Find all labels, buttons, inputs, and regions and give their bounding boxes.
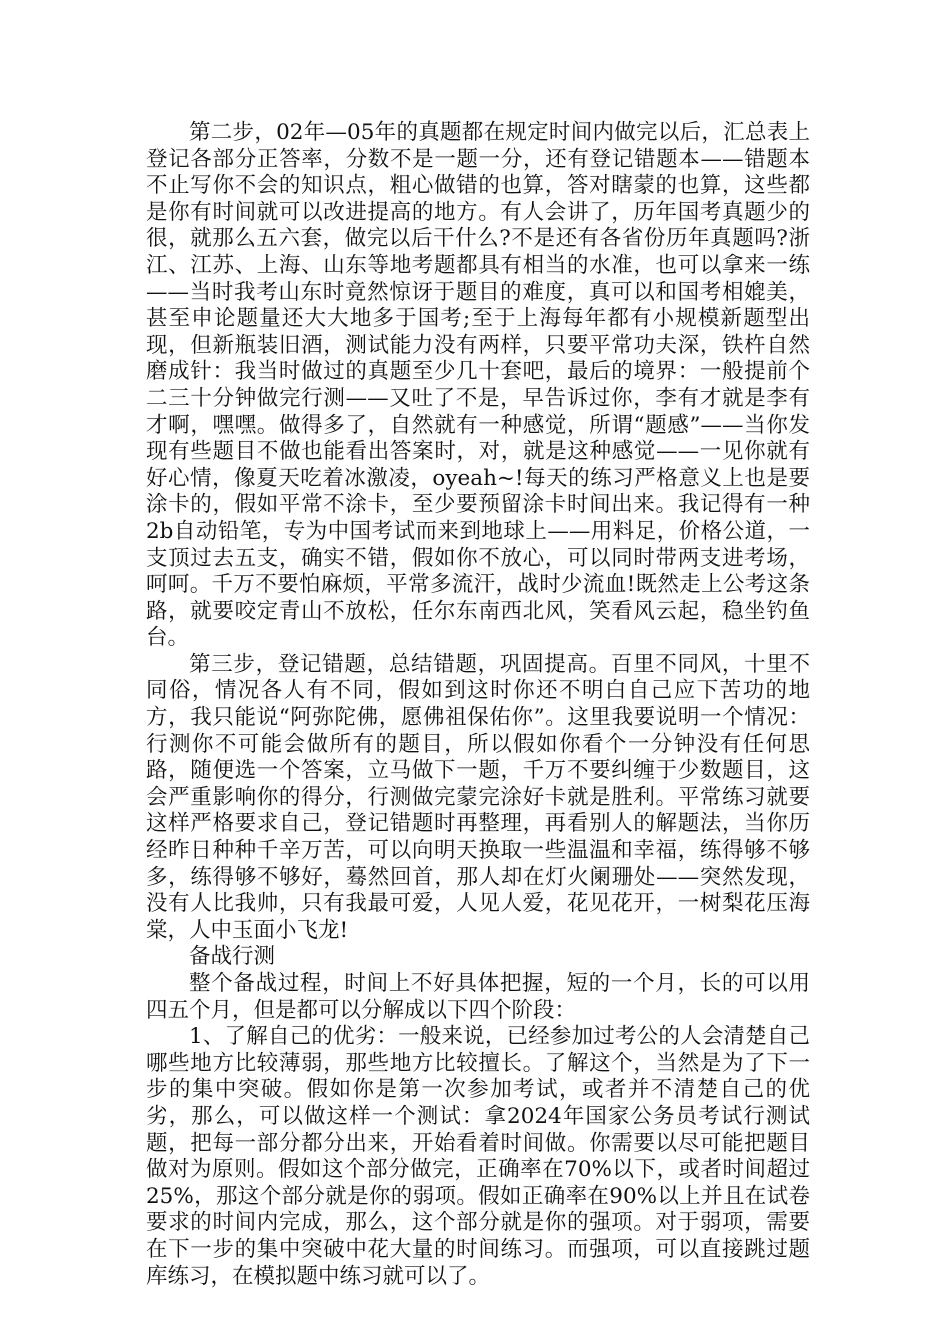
document-body: [146, 120, 810, 1290]
paragraph-stage-one: 1、了解自己的优劣：一般来说，已经参加过考公的人会清楚自己哪些地方比较薄弱，那些地方比较擅长。了解这个，当然是为了下一步的集中突破。假如你是第一次参加考试，或者并不清楚自己的优劣，那么，可以做这样一个测试：拿2024年国家公务员考试行测试题，把每一部分都分出来，开始看着时间做。你需要以尽可能把题目做对为原则。假如这个部分做完，正确率在70%以下，或者时间超过25%，那这个部分就是你的弱项。假如正确率在90%以上并且在试卷要求的时间内完成，那么，这个部分就是你的强项。对于弱项，需要在下一步的集中突破中花大量的时间练习。而强项，可以直接跳过题库练习，在模拟题中练习就可以了。: [146, 1024, 810, 1289]
paragraph-step-two: 第二步，02年—05年的真题都在规定时间内做完以后，汇总表上登记各部分正答率，分数不是一题一分，还有登记错题本——错题本不止写你不会的知识点，粗心做错的也算，答对瞎蒙的也算，这些都是你有时间就可以改进提高的地方。有人会讲了，历年国考真题少的很，就那么五六套，做完以后干什么?不是还有各省份历年真题吗?浙江、江苏、上海、山东等地考题都具有相当的水准，也可以拿来一练——当时我考山东时竟然惊讶于题目的难度，真可以和国考相媲美，甚至申论题量还大大地多于国考;至于上海每年都有小规模新题型出现，但新瓶装旧酒，测试能力没有两样，只要平常功夫深，铁杵自然磨成针：我当时做过的真题至少几十套吧，最后的境界：一般提前个二三十分钟做完行测——又吐了不是，早告诉过你，李有才就是李有才啊，嘿嘿。做得多了，自然就有一种感觉，所谓“题感”——当你发现有些题目不做也能看出答案时，对，就是这种感觉——一见你就有好心情，像夏天吃着冰激凌，oyeah~!每天的练习严格意义上也是要涂卡的，假如平常不涂卡，至少要预留涂卡时间出来。我记得有一种2b自动铅笔，专为中国考试而来到地球上——用料足，价格公道，一支顶过去五支，确实不错，假如你不放心，可以同时带两支进考场，呵呵。千万不要怕麻烦，平常多流汗，战时少流血!既然走上公考这条路，就要咬定青山不放松，任尔东南西北风，笑看风云起，稳坐钓鱼台。: [146, 120, 810, 651]
section-heading: 备战行测: [189, 944, 276, 970]
paragraph-overview: 整个备战过程，时间上不好具体把握，短的一个月，长的可以用四五个月，但是都可以分解成以下四个阶段：: [146, 971, 810, 1023]
paragraph-step-three: 第三步，登记错题，总结错题，巩固提高。百里不同风，十里不同俗，情况各人有不同，假如到这时你还不明白自己应下苦功的地方，我只能说“阿弥陀佛，愿佛祖保佑你”。这里我要说明一个情况：行测你不可能会做所有的题目，所以假如你看个一分钟没有任何思路，随便选一个答案，立马做下一题，千万不要纠缠于少数题目，这会严重影响你的得分，行测做完蒙完涂好卡就是胜利。平常练习就要这样严格要求自己，登记错题时再整理，再看别人的解题法，当你历经昨日种种千辛万苦，可以向明天换取一些温温和幸福，练得够不够多，练得够不够好，蓦然回首，那人却在灯火阑珊处——突然发现，没有人比我帅，只有我最可爱，人见人爱，花见花开，一树梨花压海棠，人中玉面小飞龙!: [146, 651, 810, 943]
